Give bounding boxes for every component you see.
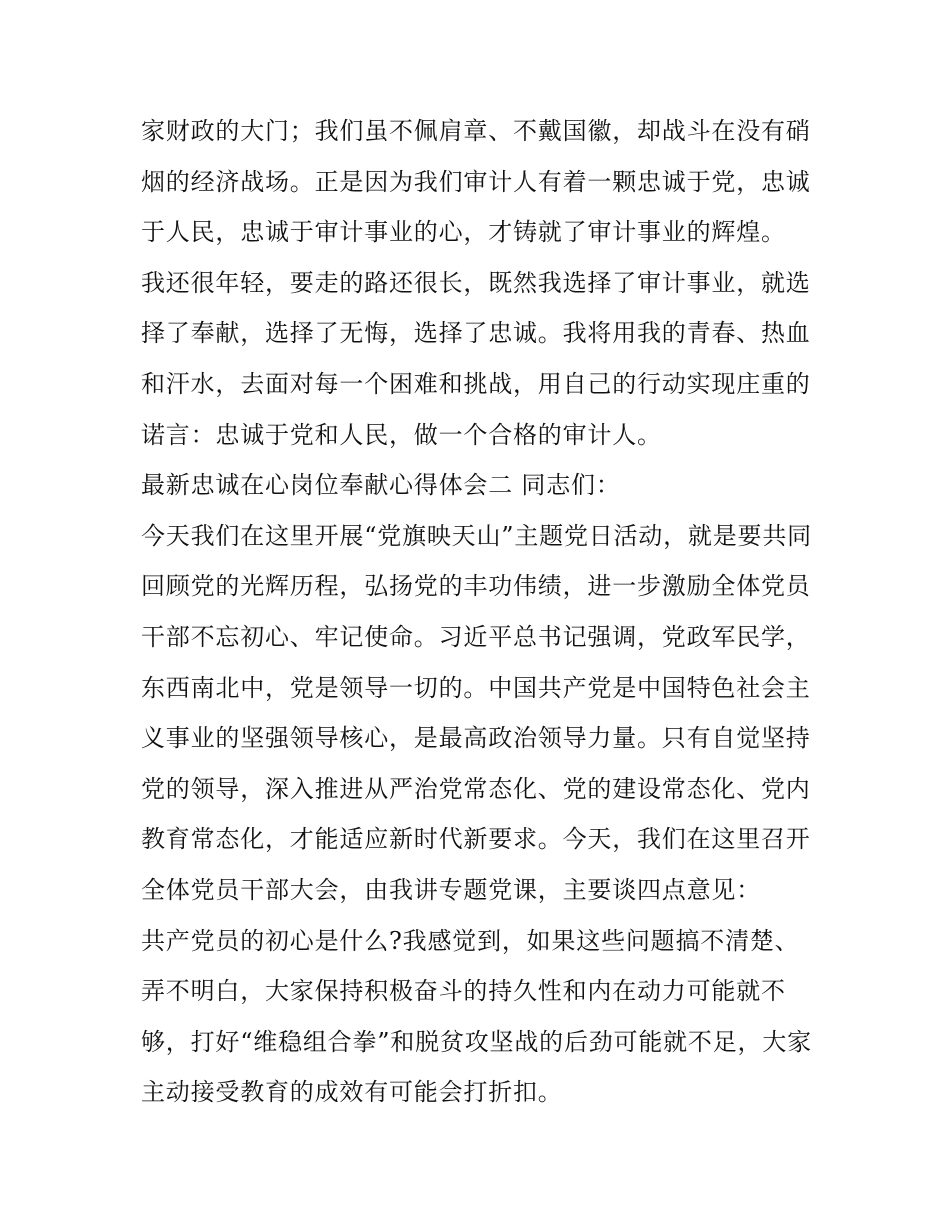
document-body [141, 106, 813, 1118]
text-line: 家财政的大门；我们虽不佩肩章、不戴国徽，却战斗在没有硝 [141, 117, 811, 145]
text-line: 烟的经济战场。正是因为我们审计人有着一颗忠诚于党，忠诚 [141, 167, 811, 196]
text-line: 干部不忘初心、牢记使命。习近平总书记强调，党政军民学， [141, 622, 811, 651]
text-line: 共产党员的初心是什么?我感觉到，如果这些问题搞不清楚、 [141, 926, 800, 955]
section-heading: 最新忠诚在心岗位奉献心得体会二 同志们： [141, 471, 621, 500]
text-line: 诺言：忠诚于党和人民，做一个合格的审计人。 [141, 420, 662, 449]
text-line: 回顾党的光辉历程，弘扬党的丰功伟绩，进一步激励全体党员 [141, 572, 811, 601]
text-line: 我还很年轻，要走的路还很长，既然我选择了审计事业，就选 [141, 268, 811, 297]
text-line: 义事业的坚强领导核心，是最高政治领导力量。只有自觉坚持 [141, 724, 811, 753]
text-line: 全体党员干部大会，由我讲专题党课，主要谈四点意见： [141, 875, 761, 904]
text-line: 于人民，忠诚于审计事业的心，才铸就了审计事业的辉煌。 [141, 218, 786, 247]
text-line: 够，打好“维稳组合拳”和脱贫攻坚战的后劲可能就不足，大家 [141, 1027, 812, 1056]
text-line: 东西南北中，党是领导一切的。中国共产党是中国特色社会主 [141, 673, 811, 702]
text-line: 党的领导，深入推进从严治党常态化、党的建设常态化、党内 [141, 774, 811, 803]
text-line: 教育常态化，才能适应新时代新要求。今天，我们在这里召开 [141, 825, 811, 854]
text-line: 弄不明白，大家保持积极奋斗的持久性和内在动力可能就不 [141, 977, 786, 1006]
text-line: 和汗水，去面对每一个困难和挑战，用自己的行动实现庄重的 [141, 369, 811, 398]
text-line: 今天我们在这里开展“党旗映天山”主题党日活动，就是要共同 [141, 521, 812, 550]
text-line: 主动接受教育的成效有可能会打折扣。 [141, 1078, 563, 1107]
text-line: 择了奉献，选择了无悔，选择了忠诚。我将用我的青春、热血 [141, 319, 811, 348]
